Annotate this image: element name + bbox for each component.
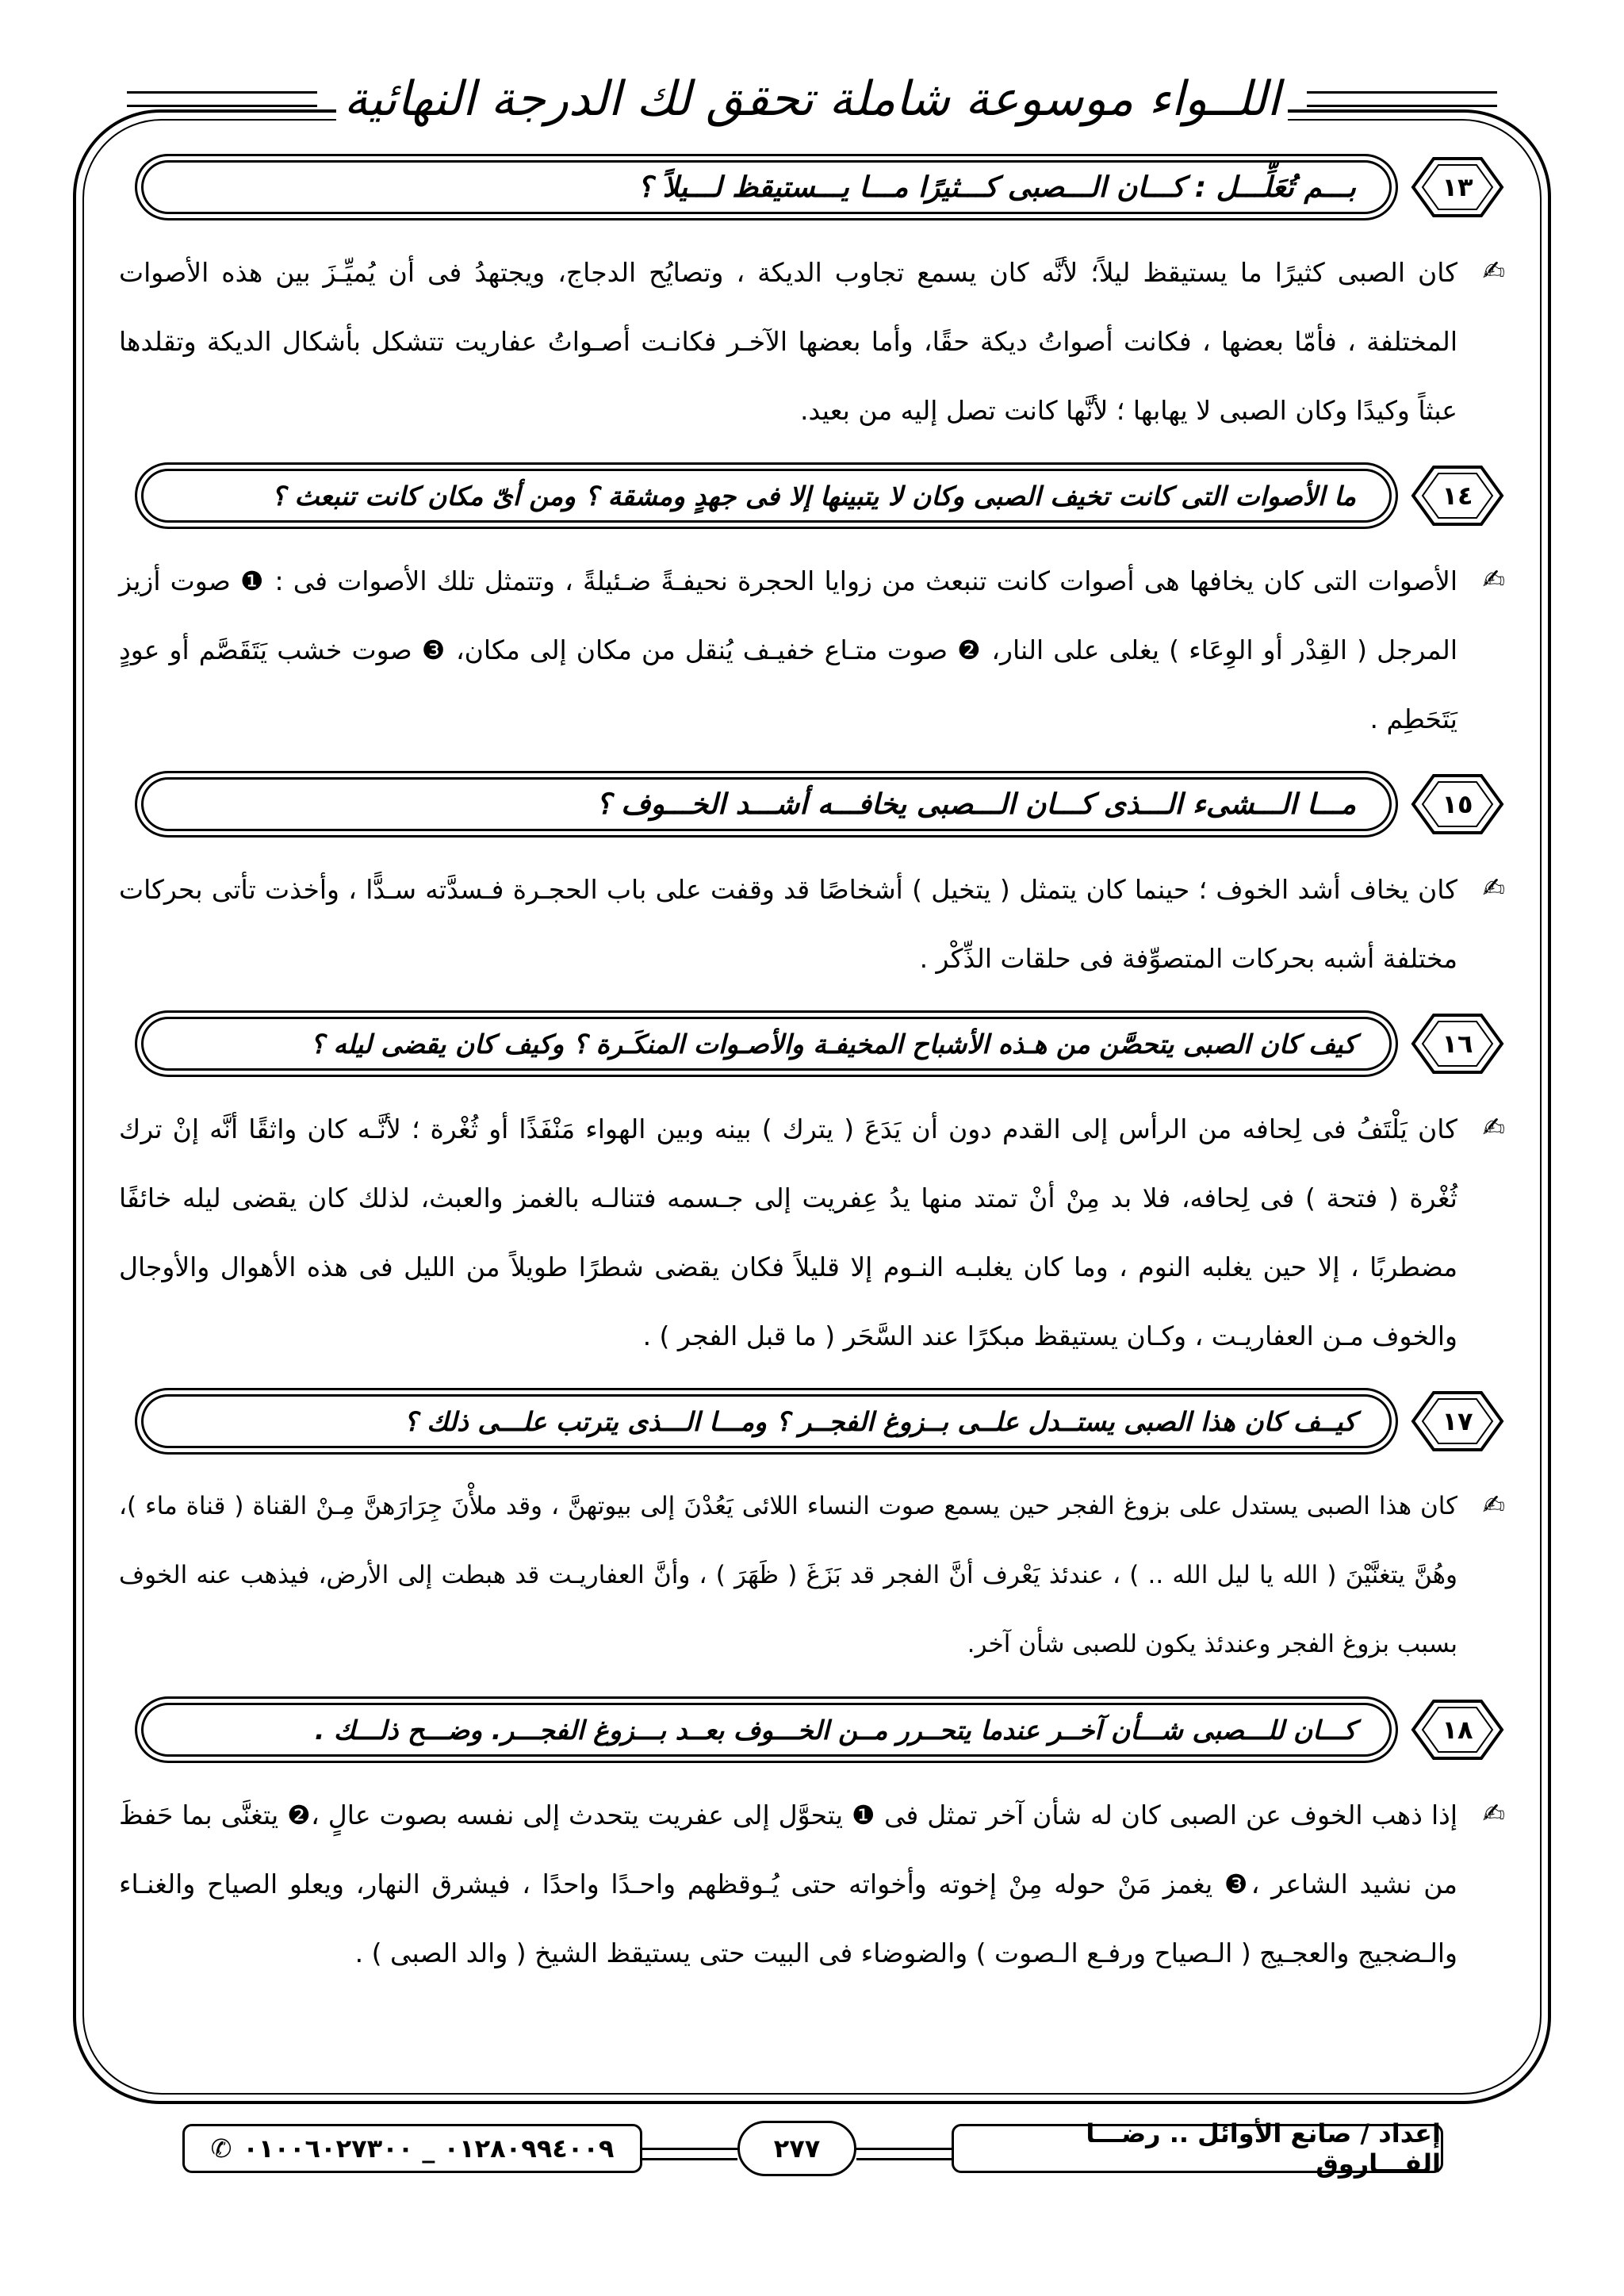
question-text: بـــم تُعَلِّـــل : كـــان الـــصبى كـــثيرًا مـــا يـــستيقظ لـــيلاً ؟ [135,154,1398,220]
answer-18 [119,1780,1505,1987]
question-number: ١٥ [1442,789,1473,819]
question-number: ١٦ [1442,1029,1473,1059]
question-number: ١٣ [1442,172,1473,202]
question-18 [119,1693,1505,1766]
question-text: ما الأصوات التى كانت تخيف الصبى وكان لا يتبينها إلا فى جهدٍ ومشقة ؟ ومن أىّ مكان كانت تنبعث ؟ [135,462,1398,529]
question-number-badge [1410,464,1505,527]
pen-icon: ✍ [1482,872,1505,904]
page-header [127,56,1497,143]
question-15 [119,768,1505,841]
pen-icon: ✍ [1482,1798,1505,1830]
footer-rule-left [642,2148,737,2160]
answer-text: الأصوات التى كان يخافها هى أصوات كانت تنبعث من زوايا الحجرة نحيفـةً ضـئيلةً ، وتتمثل تلك الأصوات فى : ❶ صوت أزيز المرجل ( القِدْر أو الوِعَاء ) يغلى على النار، ❷ صوت متـاع خفيـف يُنقل من مكان إلى مكان، ❸ صوت خشب يَتَقَصَّم أو عودٍ يَتَحَطِم . [119,565,1457,734]
answer-17 [119,1472,1505,1679]
header-rule-left [127,91,317,107]
question-16 [119,1007,1505,1080]
page-title: اللــواء موسوعة شاملة تحقق لك الدرجة النهائية [336,71,1289,127]
question-text: مـــا الـــشىء الـــذى كـــان الـــصبى يخافـــه أشـــد الخـــوف ؟ [135,771,1398,838]
answer-15 [119,855,1505,993]
pen-icon: ✍ [1482,564,1505,596]
answer-text: كان يَلْتَفُ فى لِحافه من الرأس إلى القدم دون أن يَدَعَ ( يترك ) بينه وبين الهواء مَنْفَذًا أو ثُغْرة ؛ لأنَّـه كان واثقًا أنَّه إنْ ترك ثُغْرة ( فتحة ) فى لِحافه، فلا بد مِنْ أنْ تمتد منها يدُ عِفريت إلى جـسمه فتنالـه بالغمز والعبث، لذلك كان يقضى ليله خائفًا مضطربًا ، إلا حين يغلبه النوم ، وما كان يغلبـه النـوم إلا قليلاً فكان يقضى شطرًا طويلاً من الليل فى هذه الأهوال والأوجال والخوف مـن العفاريـت ، وكـان يستيقظ مبكرًا عند السَّحَر ( ما قبل الفجر ) . [119,1114,1457,1351]
question-number: ١٨ [1442,1715,1473,1745]
pen-icon: ✍ [1482,255,1505,287]
question-17 [119,1385,1505,1458]
page-footer [182,2118,1443,2181]
question-number-badge [1410,1698,1505,1761]
footer-phones [182,2124,642,2173]
answer-16 [119,1094,1505,1370]
footer-author: إعداد / صانع الأوائل .. رضـــا الفـــاروق [952,2124,1443,2173]
page-number: ٢٧٧ [737,2121,856,2176]
header-rule-right [1307,91,1497,107]
answer-text: كان هذا الصبى يستدل على بزوغ الفجر حين يسمع صوت النساء اللائى يَعُدْنَ إلى بيوتهنَّ ، وقد ملأْنَ جِرَارَهنَّ مِـنْ القناة ( قناة ماء )، وهُنَّ يتغنَّيْنَ ( الله يا ليل الله .. ) ، عندئذ يَعْرف أنَّ الفجر قد بَزَغَ ( ظَهَرَ ) ، وأنَّ العفاريـت قد هبطت إلى الأرض، فيذهب عنه الخوف بسبب بزوغ الفجر وعندئذ يكون للصبى شأن آخر. [119,1492,1457,1658]
pen-icon: ✍ [1482,1489,1505,1521]
question-13 [119,151,1505,224]
question-number-badge [1410,155,1505,219]
pen-icon: ✍ [1482,1112,1505,1144]
phone-numbers: ٠١٢٨٠٩٩٤٠٠٩ _ ٠١٠٠٦٠٢٧٣٠٠ [243,2133,615,2164]
content [119,151,1505,2002]
answer-text: كان يخاف أشد الخوف ؛ حينما كان يتمثل ( يتخيل ) أشخاصًا قد وقفت على باب الحجـرة فـسدَّته سـدًّا ، وأخذت تأتى بحركات مختلفة أشبه بحركات المتصوِّفة فى حلقات الذِّكْر . [119,874,1457,974]
phone-icon: ✆ [210,2133,232,2164]
question-number: ١٧ [1442,1406,1473,1436]
question-text: كـــان للـــصبى شـــأن آخــر عندما يتحــرر مــن الخـــوف بعــد بـــزوغ الفجـــر. وضـــح ذلـــك . [135,1696,1398,1763]
question-text: كيــف كان هذا الصبى يستــدل علــى بــزوغ الفجــر ؟ ومـــا الـــذى يترتب علـــى ذلك ؟ [135,1388,1398,1455]
answer-text: كان الصبى كثيرًا ما يستيقظ ليلاً؛ لأنَّه كان يسمع تجاوب الديكة ، وتصايُح الدجاج، ويجتهدُ فى أن يُميِّـزَ بين هذه الأصوات المختلفة ، فأمّا بعضها ، فكانت أصواتُ ديكة حقًا، وأما بعضها الآخـر فكانـت أصـواتُ عفاريت تتشكل بأشكال الديكة وتقلدها عبثاً وكيدًا وكان الصبى لا يهابها ؛ لأنَّها كانت تصل إليه من بعيد. [119,257,1457,426]
question-number-badge [1410,1389,1505,1453]
answer-13 [119,238,1505,445]
answer-text: إذا ذهب الخوف عن الصبى كان له شأن آخر تمثل فى ❶ يتحوَّل إلى عفريت يتحدث إلى نفسه بصوت عالٍ ،❷ يتغنَّى بما حَفظَ من نشيد الشاعر ،❸ يغمز مَنْ حوله مِنْ إخوته وأخواته حتى يُـوقظهم واحـدًا واحدًا ، فيشرق النهار، ويعلو الصياح والغنـاء والـضجيج والعجـيج ( الـصياح ورفـع الـصوت ) والضوضاء فى البيت حتى يستيقظ الشيخ ( والد الصبى ) . [119,1800,1457,1968]
question-14 [119,459,1505,532]
question-number-badge [1410,772,1505,836]
footer-rule-right [856,2148,952,2160]
answer-14 [119,546,1505,753]
question-number: ١٤ [1442,481,1473,511]
question-text: كيف كان الصبى يتحصَّن من هـذه الأشباح المخيفـة والأصـوات المنكَـرة ؟ وكيف كان يقضى ليله ؟ [135,1010,1398,1077]
question-number-badge [1410,1012,1505,1075]
